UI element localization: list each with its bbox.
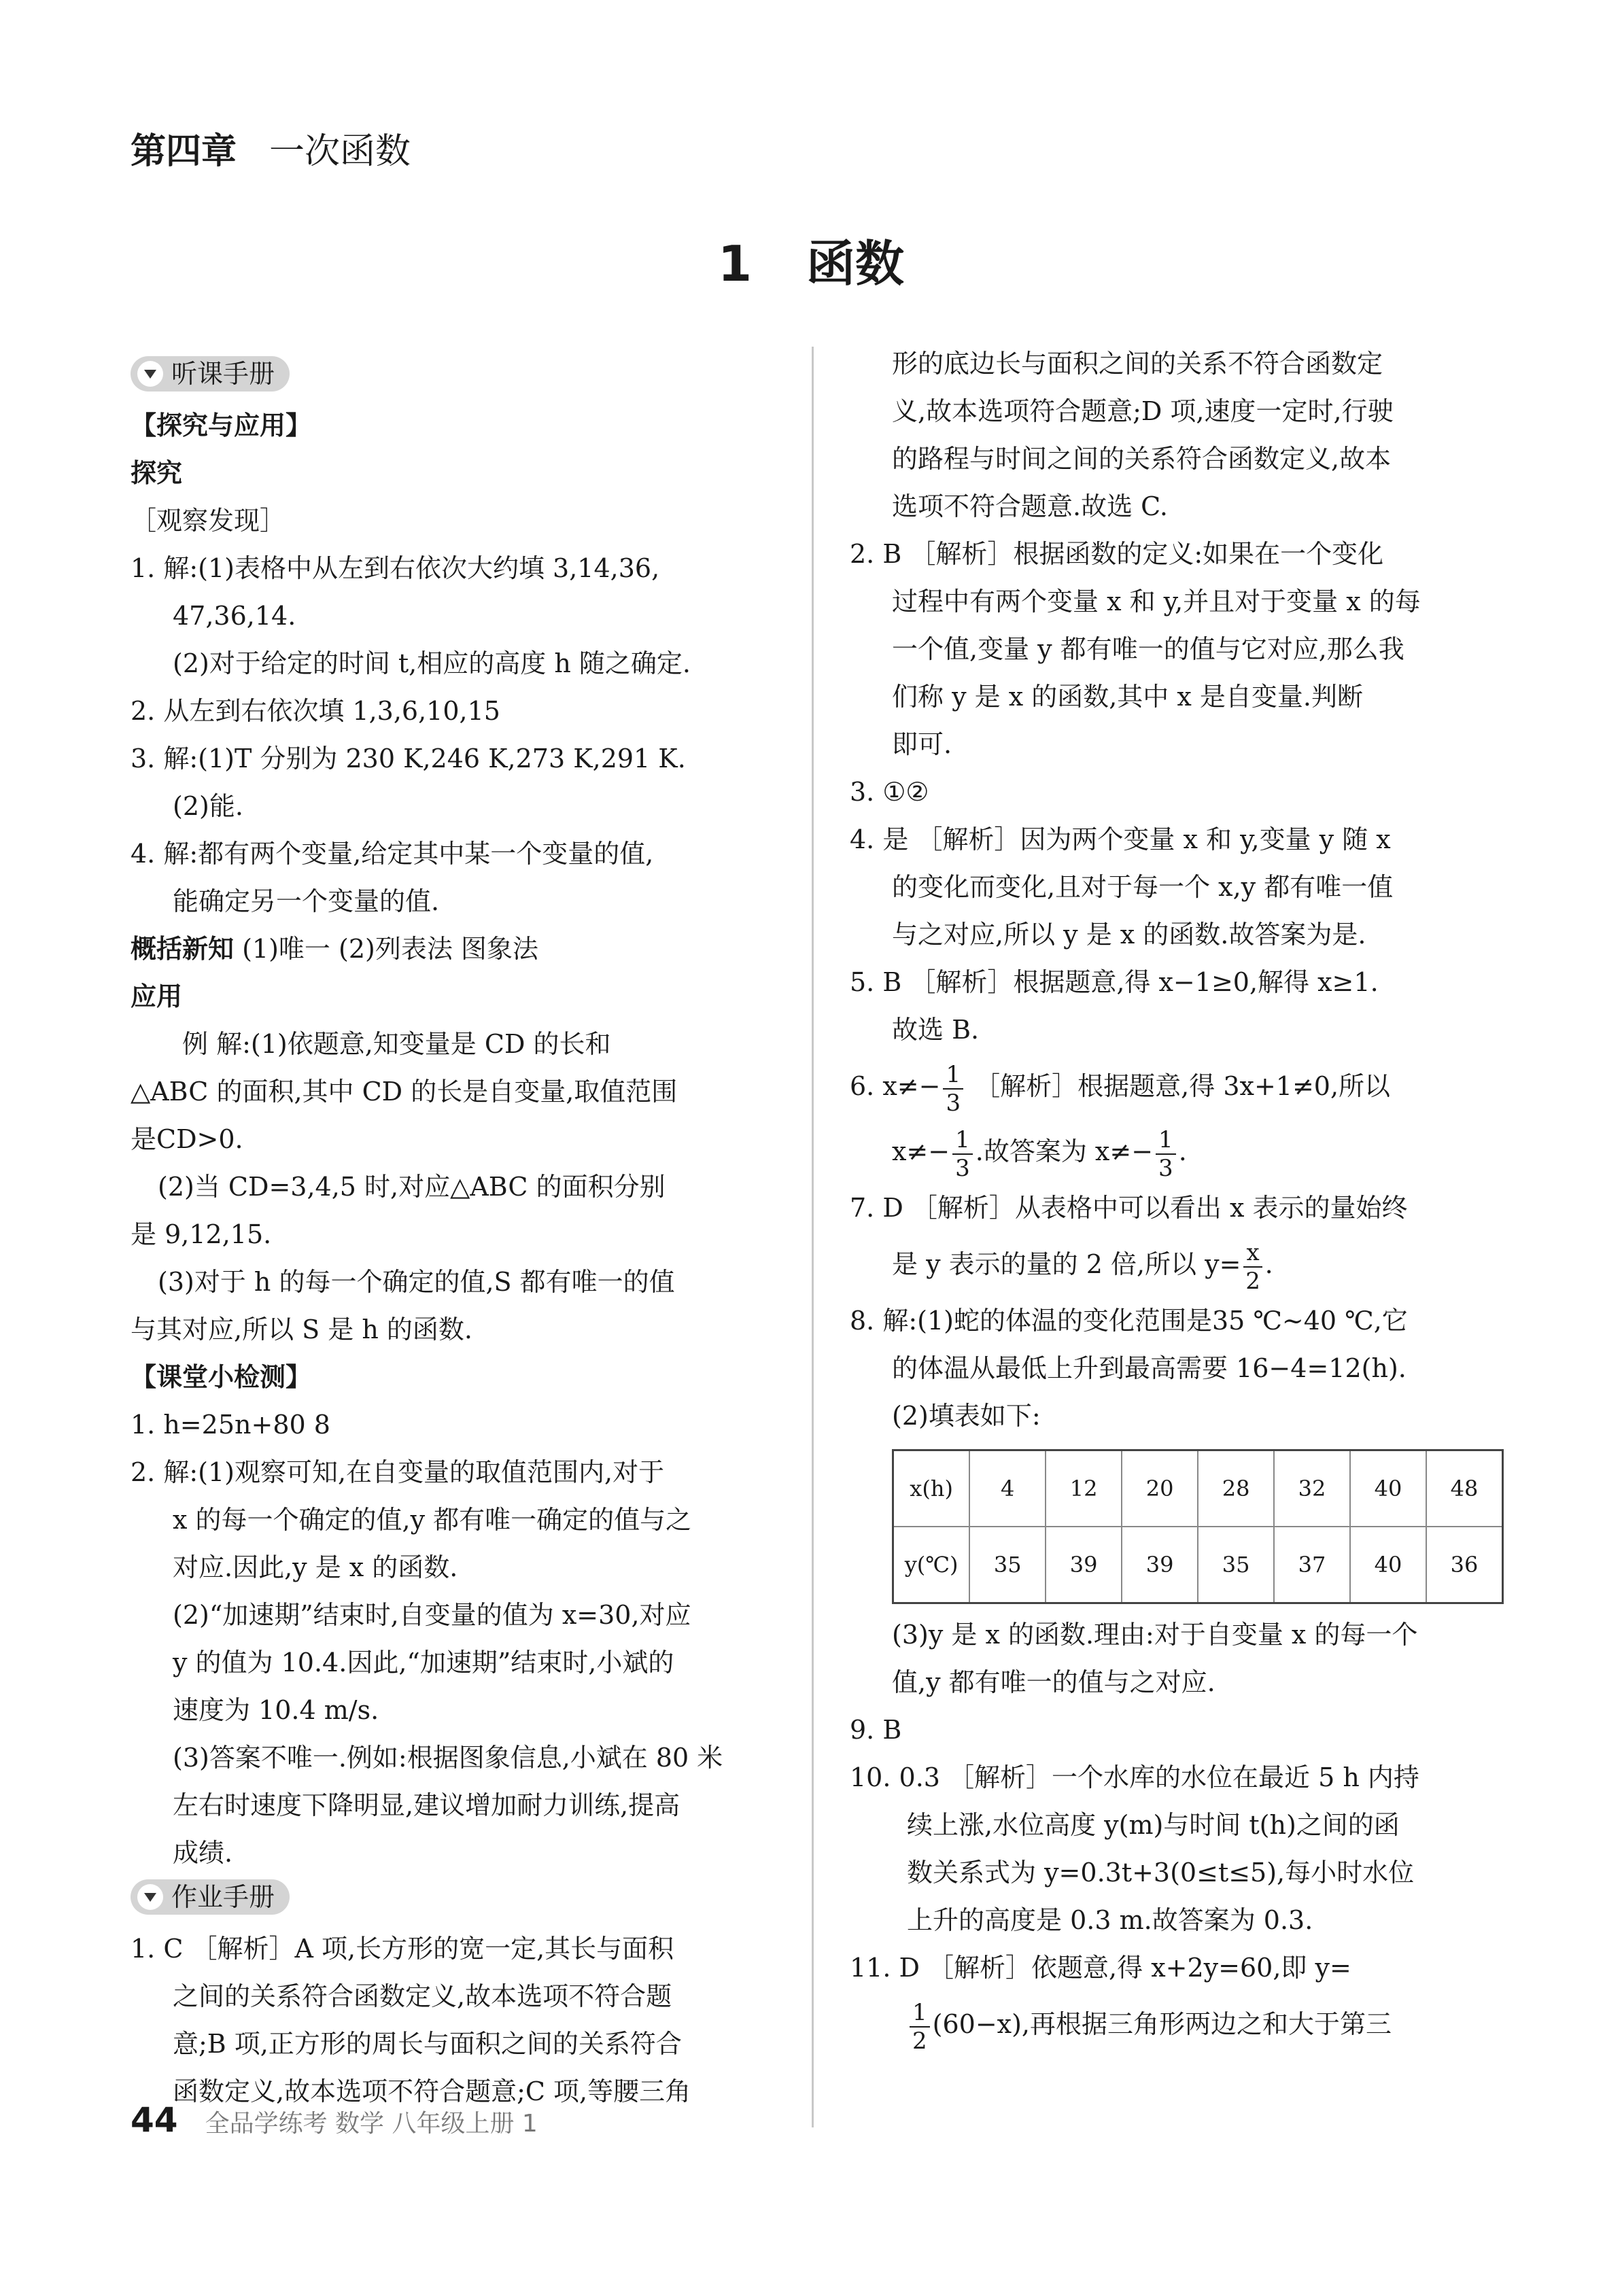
bracket-heading: ［观察发现］ (131, 506, 286, 536)
answer-line: 10. 0.3 ［解析］一个水库的水位在最近 5 h 内持 (850, 1762, 1419, 1792)
text-span: (60−x),再根据三角形两边之和大于第三 (932, 2009, 1392, 2039)
tab-listening-handbook (131, 356, 290, 392)
summary-line (131, 925, 790, 973)
down-arrow-icon (137, 1884, 163, 1910)
answer-line: 故选 B. (892, 1015, 980, 1045)
text-span: . (1264, 1249, 1273, 1279)
answer-line: 1. h=25n+80 8 (131, 1410, 330, 1440)
answer-line: 4. 解:都有两个变量,给定其中某一个变量的值, (131, 839, 654, 869)
table-cell: 20 (1122, 1450, 1198, 1527)
answer-line: (3)y 是 x 的函数.理由:对于自变量 x 的每一个 (892, 1620, 1418, 1650)
answer-line: (2)对于给定的时间 t,相应的高度 h 随之确定. (173, 648, 691, 678)
fraction-numerator: x (1243, 1239, 1262, 1268)
tab-label: 作业手册 (171, 1882, 275, 1912)
down-arrow-icon (137, 361, 163, 387)
fraction-numerator: 1 (952, 1126, 973, 1155)
table-cell: 35 (969, 1527, 1046, 1603)
answer-line: 选项不符合题意.故选 C. (892, 491, 1168, 521)
answer-line: 即可. (892, 729, 952, 759)
text-span: ［解析］根据题意,得 3x+1≠0,所以 (966, 1071, 1391, 1101)
right-column (850, 340, 1509, 2057)
table-cell: 35 (1198, 1527, 1274, 1603)
section-title-text: 函数 (806, 235, 905, 292)
answer-line: 速度为 10.4 m/s. (173, 1695, 379, 1725)
page-number: 44 (131, 2100, 178, 2140)
answer-line-fraction (850, 1119, 1509, 1184)
fraction-one-third (943, 1061, 963, 1117)
answer-line: 4. 是 ［解析］因为两个变量 x 和 y,变量 y 随 x (850, 824, 1391, 854)
answer-line: 数关系式为 y=0.3t+3(0≤t≤5),每小时水位 (907, 1858, 1415, 1888)
answer-line: (2)能. (173, 791, 243, 821)
column-divider (812, 347, 814, 2127)
answer-line: 1. C ［解析］A 项,长方形的宽一定,其长与面积 (131, 1934, 674, 1964)
answer-line: 的变化而变化,且对于每一个 x,y 都有唯一值 (892, 872, 1394, 902)
table-row (893, 1450, 1503, 1527)
answer-line-fraction (850, 1991, 1509, 2057)
table-cell: 48 (1426, 1450, 1503, 1527)
section-heading: 【课堂小检测】 (131, 1362, 312, 1392)
tab-homework-handbook (131, 1879, 290, 1915)
answer-line: 与之对应,所以 y 是 x 的函数.故答案为是. (892, 920, 1366, 950)
example-line: 与其对应,所以 S 是 h 的函数. (131, 1315, 472, 1344)
answer-line: (2)填表如下: (892, 1401, 1041, 1431)
example-line: 是 9,12,15. (131, 1219, 272, 1249)
fraction-numerator: 1 (910, 1999, 930, 2028)
answer-line: 47,36,14. (173, 601, 296, 631)
answer-line: 3. 解:(1)T 分别为 230 K,246 K,273 K,291 K. (131, 744, 686, 773)
answer-line: 的体温从最低上升到最高需要 16−4=12(h). (892, 1353, 1407, 1383)
fraction-numerator: 1 (1156, 1126, 1176, 1155)
table-cell: 32 (1274, 1450, 1350, 1527)
answer-line: 之间的关系符合函数定义,故本选项不符合题 (173, 1981, 672, 2011)
fraction-one-half (910, 1999, 930, 2055)
answer-line: 续上涨,水位高度 y(m)与时间 t(h)之间的函 (907, 1810, 1400, 1840)
summary-label: 概括新知 (131, 934, 235, 964)
chapter-number: 第四章 (131, 131, 237, 172)
answer-line: 对应.因此,y 是 x 的函数. (173, 1552, 458, 1582)
temperature-table (892, 1449, 1504, 1604)
answer-line: 11. D ［解析］依题意,得 x+2y=60,即 y= (850, 1953, 1351, 1983)
answer-line: 的路程与时间之间的关系符合函数定义,故本 (892, 444, 1392, 474)
fraction-denominator: 3 (946, 1089, 961, 1117)
tab-label: 听课手册 (171, 359, 275, 389)
table-cell: 39 (1046, 1527, 1122, 1603)
example-line: (2)当 CD=3,4,5 时,对应△ABC 的面积分别 (158, 1172, 666, 1202)
summary-text: (1)唯一 (2)列表法 图象法 (234, 934, 538, 964)
answer-line: 9. B (850, 1715, 902, 1745)
sub-heading: 应用 (131, 981, 183, 1011)
answer-line: 形的底边长与面积之间的关系不符合函数定 (892, 349, 1383, 379)
table-cell: x(h) (893, 1450, 970, 1527)
table-cell: 4 (969, 1450, 1046, 1527)
answer-line: 一个值,变量 y 都有唯一的值与它对应,那么我 (892, 634, 1404, 664)
answer-line: 2. 解:(1)观察可知,在自变量的取值范围内,对于 (131, 1457, 665, 1487)
example-line: △ABC 的面积,其中 CD 的长是自变量,取值范围 (131, 1077, 678, 1107)
example-line: 例 解:(1)依题意,知变量是 CD 的长和 (182, 1029, 611, 1059)
table-cell: y(℃) (893, 1527, 970, 1603)
answer-line-fraction (850, 1054, 1509, 1119)
text-span: 6. x≠− (850, 1071, 941, 1101)
table-wrapper (850, 1449, 1509, 1604)
answer-line: 能确定另一个变量的值. (173, 886, 440, 916)
fraction-numerator: 1 (943, 1061, 963, 1090)
answer-line: 成绩. (173, 1838, 233, 1868)
sub-heading: 探究 (131, 458, 183, 488)
table-cell: 40 (1350, 1450, 1426, 1527)
answer-line: 3. ①② (850, 777, 929, 807)
answer-line: 上升的高度是 0.3 m.故答案为 0.3. (907, 1905, 1313, 1935)
answer-line: 们称 y 是 x 的函数,其中 x 是自变量.判断 (892, 682, 1363, 712)
table-cell: 39 (1122, 1527, 1198, 1603)
example-line: (3)对于 h 的每一个确定的值,S 都有唯一的值 (158, 1267, 675, 1297)
text-span: . (1178, 1136, 1187, 1166)
answer-line: x 的每一个确定的值,y 都有唯一确定的值与之 (173, 1505, 692, 1535)
fraction-denominator: 3 (955, 1154, 970, 1182)
table-cell: 36 (1426, 1527, 1503, 1603)
book-title: 全品学练考 数学 八年级上册 1 (205, 2110, 538, 2138)
table-cell: 40 (1350, 1527, 1426, 1603)
text-span: x≠− (892, 1136, 950, 1166)
table-cell: 12 (1046, 1450, 1122, 1527)
fraction-denominator: 2 (1245, 1267, 1260, 1295)
table-row (893, 1527, 1503, 1603)
text-span: 是 y 表示的量的 2 倍,所以 y= (892, 1249, 1241, 1279)
table-cell: 28 (1198, 1450, 1274, 1527)
fraction-denominator: 2 (912, 2027, 927, 2055)
answer-line: 7. D ［解析］从表格中可以看出 x 表示的量始终 (850, 1193, 1408, 1223)
chapter-name: 一次函数 (269, 131, 411, 172)
section-title (0, 224, 1622, 295)
answer-line: 1. 解:(1)表格中从左到右依次大约填 3,14,36, (131, 553, 660, 583)
answer-line: 义,故本选项符合题意;D 项,速度一定时,行驶 (892, 396, 1394, 426)
fraction-x-over-2 (1243, 1239, 1262, 1295)
answer-line-fraction (850, 1232, 1509, 1297)
answer-line: y 的值为 10.4.因此,“加速期”结束时,小斌的 (173, 1648, 674, 1677)
answer-line: 2. B ［解析］根据函数的定义:如果在一个变化 (850, 539, 1384, 569)
fraction-denominator: 3 (1158, 1154, 1173, 1182)
answer-line: 过程中有两个变量 x 和 y,并且对于变量 x 的每 (892, 587, 1421, 616)
answer-line: 函数定义,故本选项不符合题意;C 项,等腰三角 (173, 2076, 691, 2106)
fraction-one-third (1156, 1126, 1176, 1182)
chapter-heading (131, 122, 411, 173)
section-heading: 【探究与应用】 (131, 411, 312, 440)
answer-line: 8. 解:(1)蛇的体温的变化范围是35 ℃~40 ℃,它 (850, 1306, 1408, 1336)
answer-line: 左右时速度下降明显,建议增加耐力训练,提高 (173, 1790, 680, 1820)
answer-line: (2)“加速期”结束时,自变量的值为 x=30,对应 (173, 1600, 691, 1630)
left-column (131, 353, 790, 2115)
text-span: .故答案为 x≠− (975, 1136, 1154, 1166)
answer-line: (3)答案不唯一.例如:根据图象信息,小斌在 80 米 (173, 1743, 723, 1773)
table-cell: 37 (1274, 1527, 1350, 1603)
answer-line: 2. 从左到右依次填 1,3,6,10,15 (131, 696, 500, 726)
page-footer (131, 2100, 538, 2140)
example-line: 是CD>0. (131, 1124, 243, 1154)
answer-line: 值,y 都有唯一的值与之对应. (892, 1667, 1215, 1697)
answer-line: 5. B ［解析］根据题意,得 x−1≥0,解得 x≥1. (850, 967, 1379, 997)
fraction-one-third (952, 1126, 973, 1182)
answer-line: 意;B 项,正方形的周长与面积之间的关系符合 (173, 2029, 682, 2059)
section-number: 1 (717, 235, 753, 292)
